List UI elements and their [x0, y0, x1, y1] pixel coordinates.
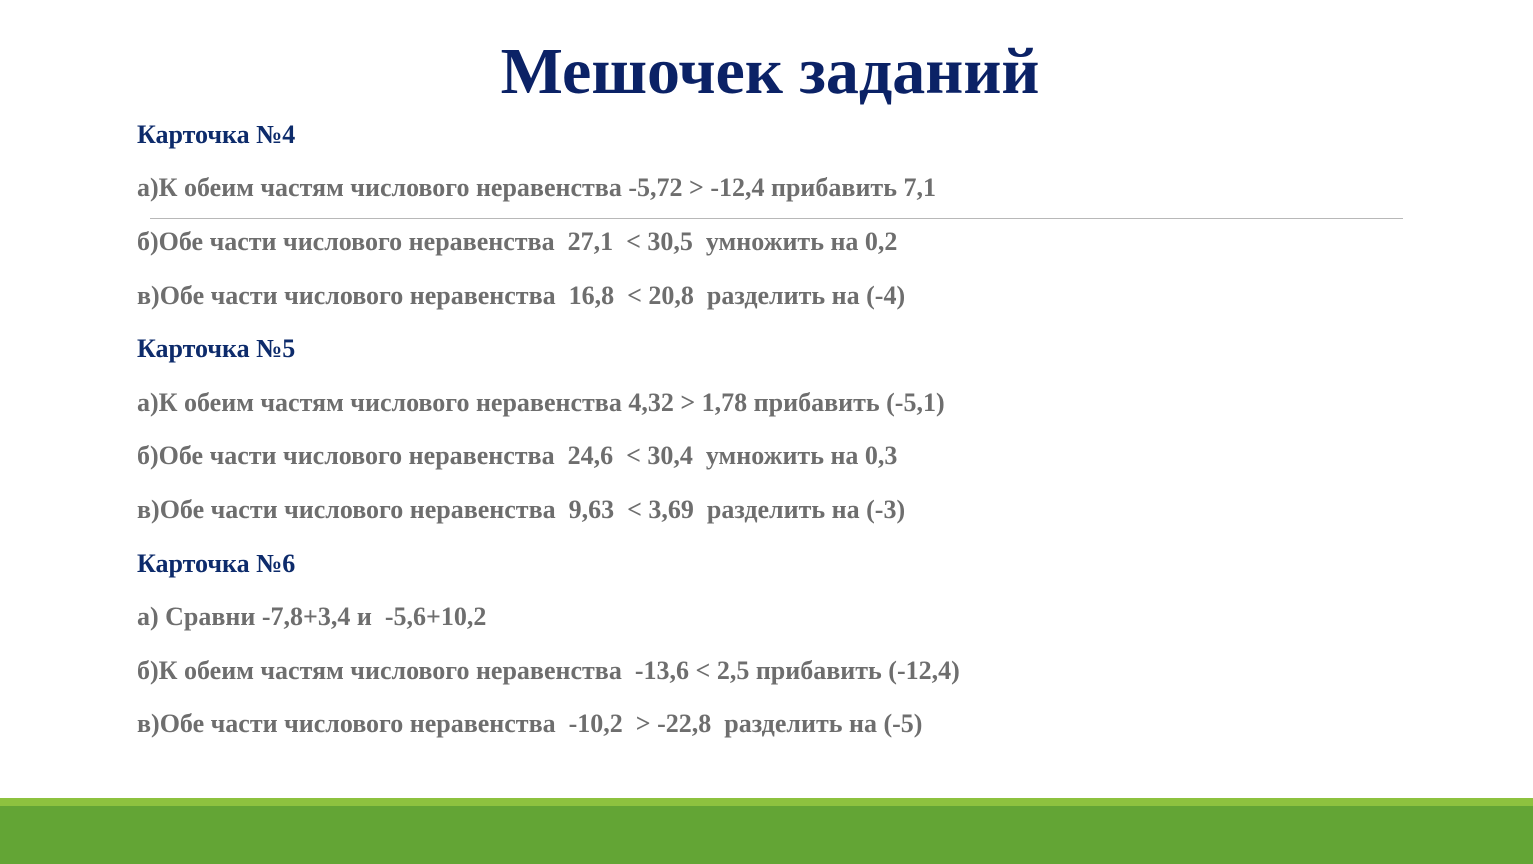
footer-band — [0, 806, 1533, 864]
card-heading: Карточка №5 — [137, 334, 296, 364]
task-item: а) Сравни -7,8+3,4 и -5,6+10,2 — [137, 602, 487, 632]
task-item: в)Обе части числового неравенства 9,63 < 3,69 разделить на (-3) — [137, 494, 906, 524]
task-item: в)Обе части числового неравенства 16,8 < 20,8 разделить на (-4) — [137, 280, 906, 310]
card-heading: Карточка №4 — [137, 119, 296, 149]
card-heading: Карточка №6 — [137, 548, 296, 578]
footer-accent-stripe — [0, 798, 1533, 806]
task-item: а)К обеим частям числового неравенства 4,32 > 1,78 прибавить (-5,1) — [137, 387, 945, 417]
task-item: б)Обе части числового неравенства 24,6 < 30,4 умножить на 0,3 — [137, 441, 898, 471]
slide-title: Мешочек заданий — [500, 35, 1040, 108]
task-item: б)Обе части числового неравенства 27,1 < 30,5 умножить на 0,2 — [137, 226, 898, 256]
task-list — [137, 108, 1437, 751]
task-item: а)К обеим частям числового неравенства -5,72 > -12,4 прибавить 7,1 — [137, 173, 936, 203]
task-item: в)Обе части числового неравенства -10,2 > -22,8 разделить на (-5) — [137, 709, 923, 739]
task-item: б)К обеим частям числового неравенства -13,6 < 2,5 прибавить (-12,4) — [137, 655, 960, 685]
